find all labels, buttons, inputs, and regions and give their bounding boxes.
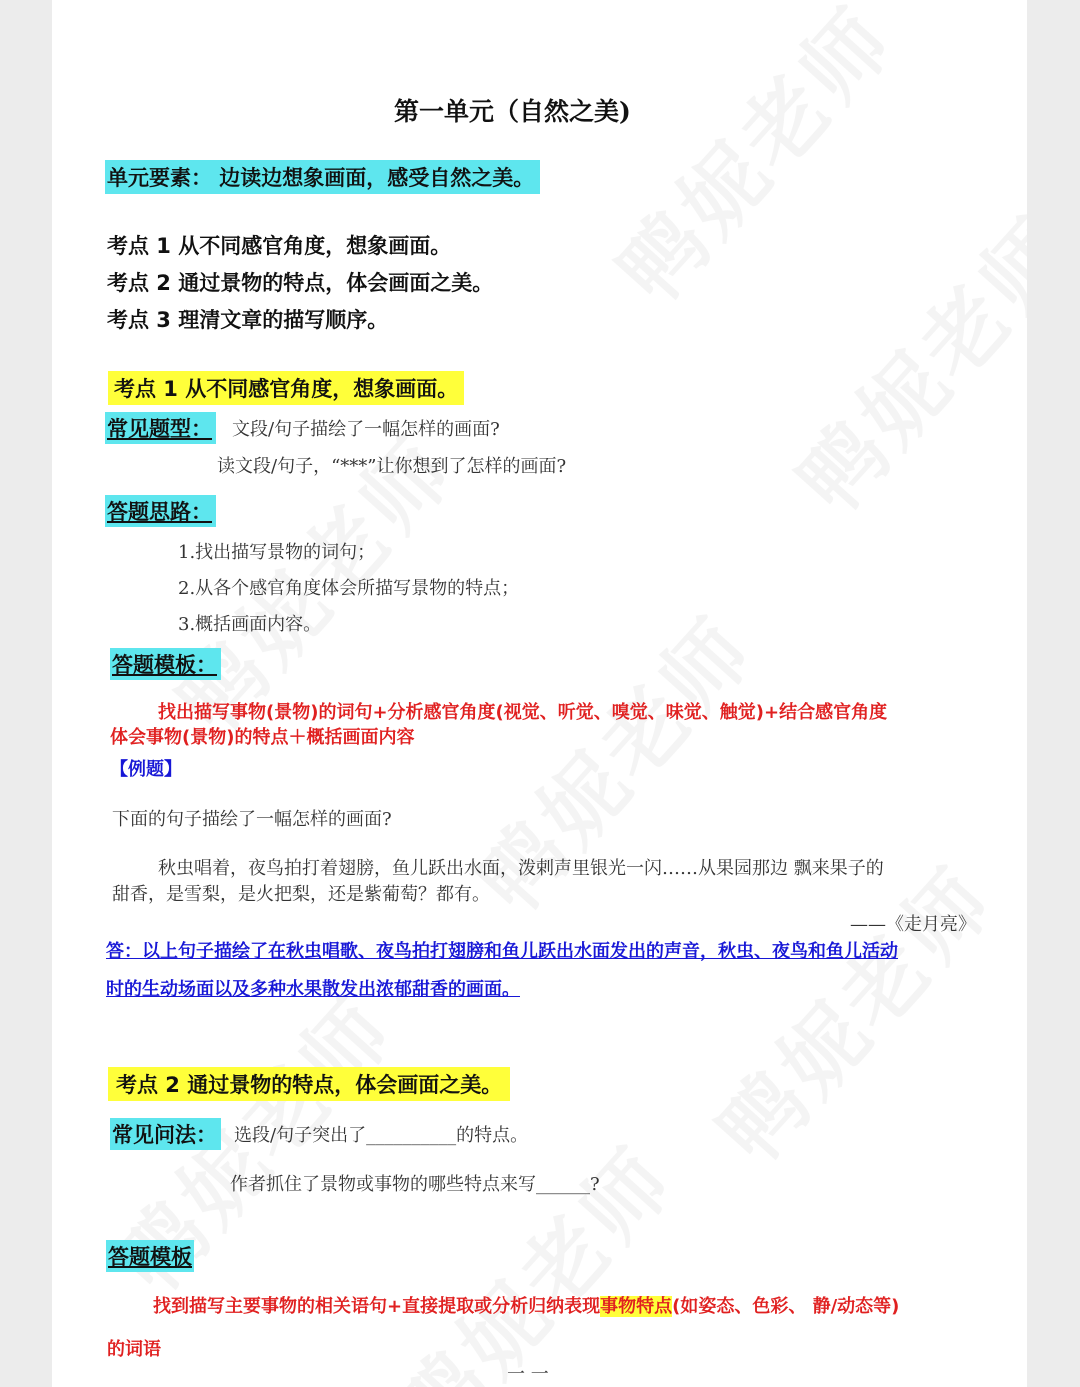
document-page: [52, 0, 1027, 1387]
template-highlight: 事物特点: [600, 1296, 673, 1317]
point-item: 考点 2 通过景物的特点，体会画面之美。: [107, 271, 494, 295]
section2-template-text: [153, 1292, 899, 1318]
template-text-part: 找到描写主要事物的相关语句+直接提取或分析归纳表现: [153, 1296, 601, 1317]
section1-template-text: 体会事物(景物)的特点＋概括画面内容: [110, 727, 415, 748]
point-item: 考点 1 从不同感官角度，想象画面。: [107, 234, 452, 258]
page-number: 一 一: [507, 1364, 549, 1385]
watermark: [587, 0, 918, 325]
watermark: [447, 586, 778, 935]
section2-common-label: 常见问法：: [110, 1118, 221, 1150]
section2-heading: 考点 2 通过景物的特点，体会画面之美。: [108, 1067, 510, 1101]
page-title: 第一单元（自然之美): [394, 97, 631, 126]
section1-heading: 考点 1 从不同感官角度，想象画面。: [108, 371, 464, 405]
watermark: [367, 1116, 698, 1387]
section1-question: 读文段/句子，“***”让你想到了怎样的画面?: [217, 456, 567, 477]
example-question: 下面的句子描绘了一幅怎样的画面?: [112, 809, 392, 830]
approach-step: 2.从各个感官角度体会所描写景物的特点；: [178, 578, 520, 599]
section1-template-text: 找出描写事物(景物)的词句+分析感官角度(视觉、听觉、嗅觉、味觉、触觉)+结合感官角度: [158, 702, 888, 723]
unit-requirement: 单元要素： 边读边想象画面，感受自然之美。: [105, 160, 540, 194]
section1-approach-label: 答题思路：: [105, 495, 216, 527]
watermark: [687, 836, 1018, 1185]
section2-question: 作者抓住了景物或事物的哪些特点来写______?: [230, 1174, 600, 1195]
section1-template-label: 答题模板：: [110, 648, 221, 680]
example-answer: 答：以上句子描绘了在秋虫唱歌、夜鸟拍打翅膀和鱼儿跃出水面发出的声音，秋虫、夜鸟和鱼儿活动: [106, 941, 898, 962]
example-passage: 甜香，是雪梨，是火把梨，还是紫葡萄？都有。: [112, 884, 490, 905]
template-text-part: (如姿态、色彩、 静/动态等): [672, 1296, 900, 1317]
section2-question: 选段/句子突出了__________的特点。: [234, 1125, 529, 1146]
approach-step: 1.找出描写景物的词句；: [178, 542, 376, 563]
section1-question: 文段/句子描绘了一幅怎样的画面?: [232, 419, 500, 440]
example-label: 【例题】: [110, 759, 182, 780]
approach-step: 3.概括画面内容。: [178, 614, 322, 635]
point-item: 考点 3 理清文章的描写顺序。: [107, 308, 389, 332]
section1-common-label: 常见题型：: [105, 412, 216, 444]
example-source: ——《走月亮》: [850, 914, 976, 935]
example-passage: 秋虫唱着，夜鸟拍打着翅膀，鱼儿跃出水面，泼剌声里银光一闪……从果园那边 飘来果子的: [158, 858, 884, 879]
section2-template-text: 的词语: [107, 1339, 161, 1360]
example-answer: 时的生动场面以及多种水果散发出浓郁甜香的画面。: [106, 979, 520, 1000]
section2-template-label: 答题模板: [106, 1240, 194, 1272]
watermark: [767, 186, 1027, 535]
